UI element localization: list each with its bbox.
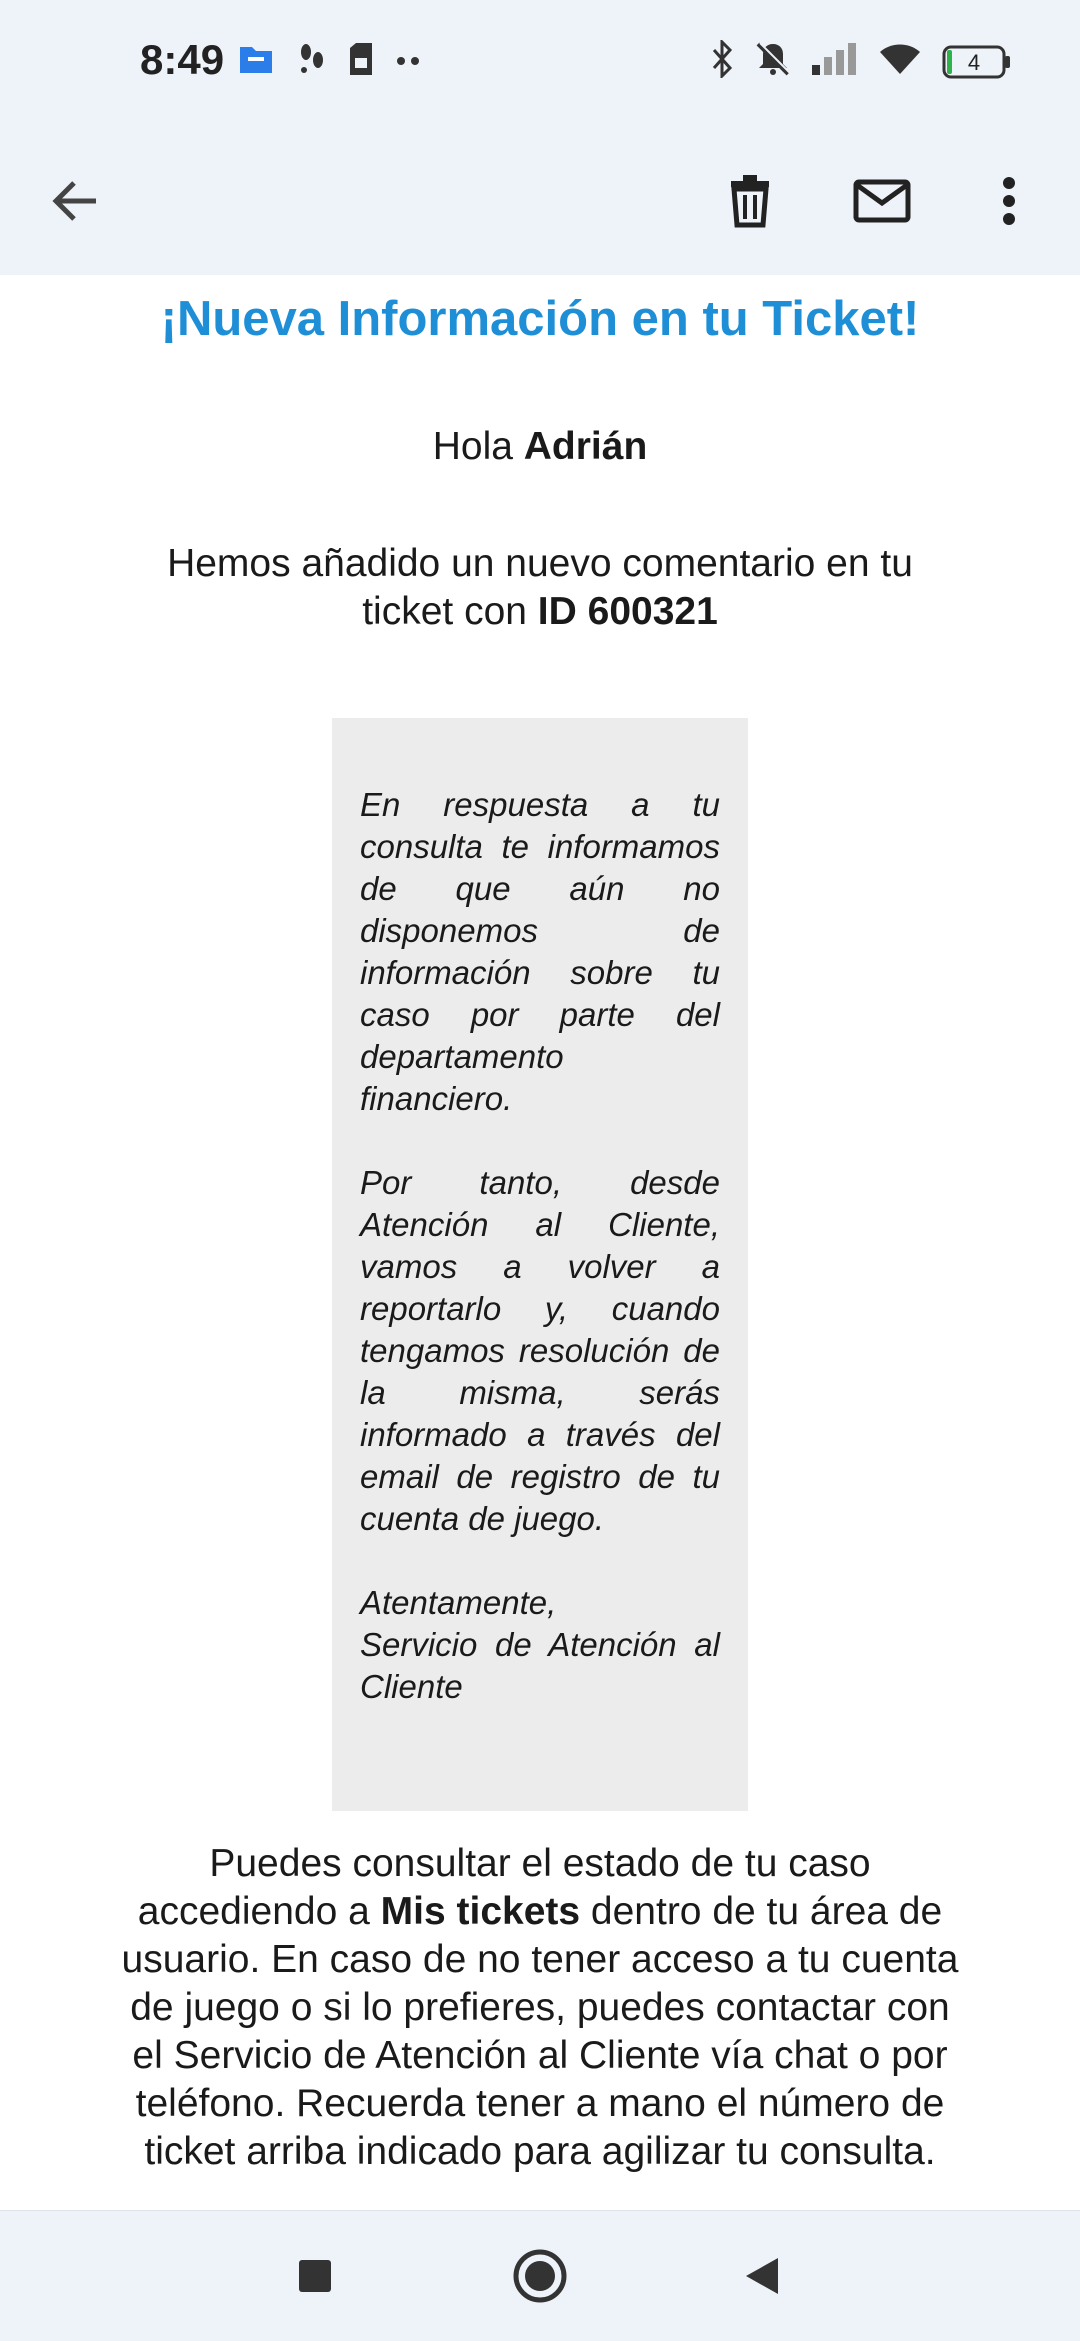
ticket-comment-box	[332, 718, 748, 1811]
more-vert-icon	[1002, 177, 1016, 225]
email-title: ¡Nueva Información en tu Ticket!	[160, 292, 920, 346]
files-icon	[238, 43, 274, 80]
battery-icon	[942, 45, 1012, 79]
comment-signature: Servicio de Atención al Cliente	[360, 1626, 720, 1705]
status-bar	[0, 0, 1080, 125]
back-button[interactable]	[39, 165, 111, 237]
greeting-text: Hola	[432, 425, 524, 468]
mark-unread-button[interactable]	[846, 165, 918, 237]
more-options-button[interactable]	[973, 165, 1045, 237]
status-time: 8:49	[140, 36, 225, 83]
delete-button[interactable]	[714, 165, 786, 237]
fitness-icon	[296, 42, 326, 81]
back-arrow-icon	[50, 178, 100, 224]
ticket-comment	[360, 784, 720, 1708]
footer-prefix: Puedes consultar el estado de tu caso accediendo a	[137, 1842, 871, 1933]
footer-paragraph	[110, 1840, 970, 2176]
trash-icon	[727, 173, 773, 229]
comment-closing: Atentamente,	[360, 1584, 557, 1621]
home-button[interactable]	[510, 2246, 570, 2306]
sim-icon	[348, 42, 374, 81]
more-dots-icon	[396, 53, 422, 71]
system-icons	[710, 40, 1012, 83]
recents-square-icon	[298, 2259, 332, 2293]
bluetooth-icon	[710, 40, 734, 83]
recents-button[interactable]	[285, 2246, 345, 2306]
mute-icon	[754, 40, 792, 83]
wifi-icon	[878, 42, 922, 81]
mail-icon	[853, 179, 911, 223]
comment-paragraph: Por tanto, desde Atención al Cliente, vamos a volver a reportarlo y, cuando tengamos resolución de la misma, serás informado a través del email de registro de tu cuenta de juego.	[360, 1164, 720, 1537]
email-body	[0, 275, 1080, 2210]
intro-text	[140, 540, 940, 636]
home-circle-icon	[512, 2248, 568, 2304]
intro-prefix: Hemos añadido un nuevo comentario en tu ticket con	[167, 542, 913, 633]
greeting	[0, 425, 1080, 469]
email-toolbar	[0, 125, 1080, 275]
comment-paragraph: En respuesta a tu consulta te informamos de que aún no disponemos de información sobre tu caso por parte del departamento financiero.	[360, 786, 720, 1117]
system-navigation-bar	[0, 2210, 1080, 2341]
greeting-name: Adrián	[523, 425, 648, 468]
notification-icons	[238, 42, 422, 81]
nav-back-button[interactable]	[732, 2246, 792, 2306]
back-triangle-icon	[744, 2256, 780, 2296]
signal-icon	[812, 43, 858, 80]
mis-tickets-link: Mis tickets	[380, 1890, 581, 1933]
footer-suffix: dentro de tu área de usuario. En caso de no tener acceso a tu cuenta de juego o si lo prefieres, puedes contactar con el Servicio de Atención al Cliente vía chat o por teléfono. Recuerda tener a mano el número de ticket arriba indicado para agilizar tu consulta.	[121, 1890, 959, 2173]
battery-level: 4	[967, 49, 981, 75]
ticket-id: ID 600321	[537, 590, 718, 633]
